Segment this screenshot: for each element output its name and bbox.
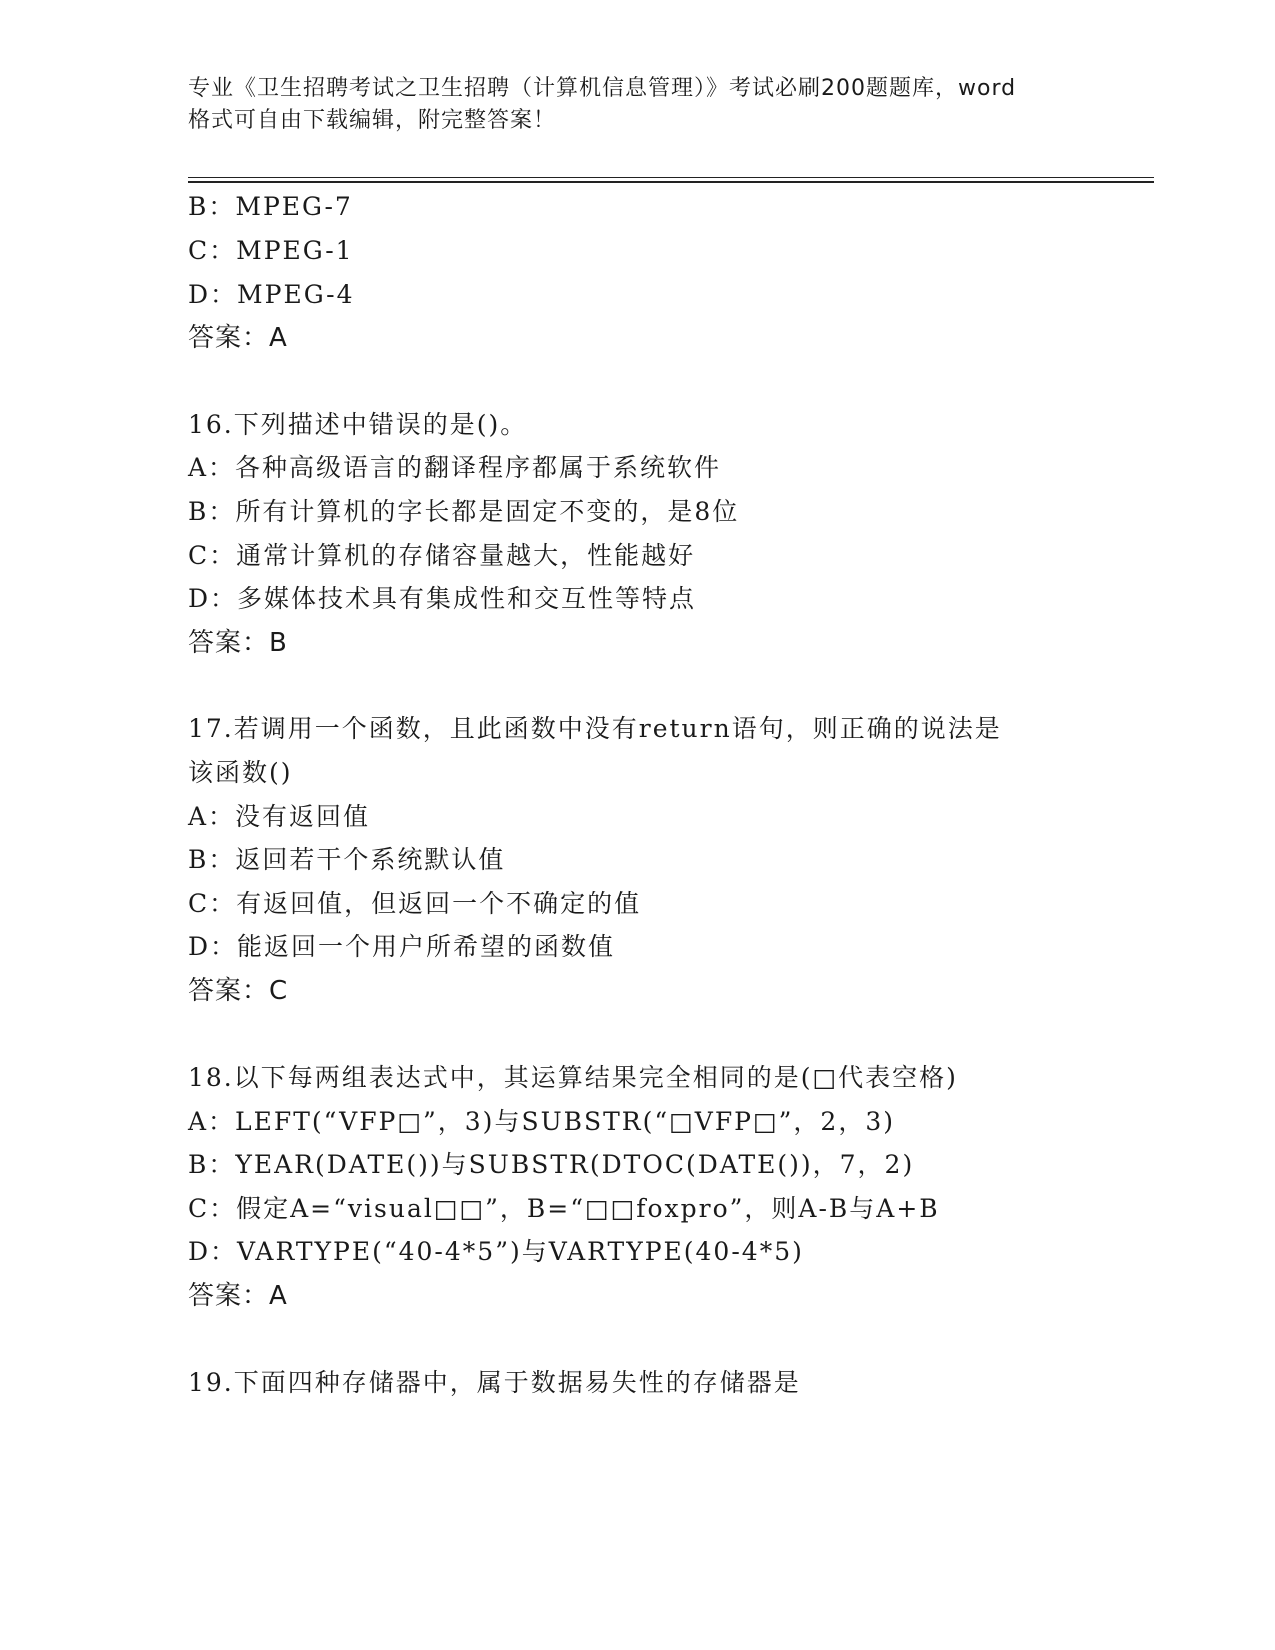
question-17-stem-line-1: 17.若调用一个函数，且此函数中没有return语句，则正确的说法是: [188, 714, 1002, 743]
question-18-answer: 答案：A: [188, 1281, 288, 1311]
carryover-option-d: D：MPEG-4: [188, 280, 355, 309]
header-divider-thick: [188, 181, 1154, 183]
header-divider-thin: [188, 177, 1154, 178]
question-19-stem: 19.下面四种存储器中，属于数据易失性的存储器是: [188, 1368, 801, 1397]
question-18-option-a: A：LEFT(“VFP□”，3)与SUBSTR(“□VFP□”，2，3): [188, 1107, 895, 1136]
question-17-option-c: C：有返回值，但返回一个不确定的值: [188, 889, 642, 918]
carryover-option-c: C：MPEG-1: [188, 236, 354, 265]
question-18-option-b: B：YEAR(DATE())与SUBSTR(DTOC(DATE())，7，2): [188, 1150, 915, 1179]
question-17-option-a: A：没有返回值: [188, 802, 371, 831]
carryover-option-b: B：MPEG-7: [188, 192, 353, 221]
header-line-2: 格式可自由下载编辑，附完整答案！: [188, 108, 557, 133]
question-16-option-c: C：通常计算机的存储容量越大，性能越好: [188, 541, 696, 570]
document-header: [188, 73, 1088, 137]
question-16-option-d: D：多媒体技术具有集成性和交互性等特点: [188, 584, 697, 613]
question-18-stem: 18.以下每两组表达式中，其运算结果完全相同的是(□代表空格): [188, 1063, 958, 1092]
question-17-answer: 答案：C: [188, 976, 289, 1006]
question-17-option-d: D：能返回一个用户所希望的函数值: [188, 932, 616, 961]
question-16-answer: 答案：B: [188, 628, 288, 658]
question-16-stem: 16.下列描述中错误的是()。: [188, 410, 528, 439]
question-17-option-b: B：返回若干个系统默认值: [188, 845, 506, 874]
question-16-option-b: B：所有计算机的字长都是固定不变的，是8位: [188, 497, 740, 526]
question-17-stem-line-2: 该函数(): [188, 758, 293, 787]
carryover-answer: 答案：A: [188, 323, 288, 353]
question-18-option-d: D：VARTYPE(“40-4*5”)与VARTYPE(40-4*5): [188, 1237, 804, 1266]
question-18-option-c: C：假定A=“visual□□”，B=“□□foxpro”，则A-B与A+B: [188, 1194, 940, 1223]
header-line-1: 专业《卫生招聘考试之卫生招聘（计算机信息管理）》考试必刷200题题库，word: [188, 76, 1017, 101]
question-16-option-a: A：各种高级语言的翻译程序都属于系统软件: [188, 453, 722, 482]
